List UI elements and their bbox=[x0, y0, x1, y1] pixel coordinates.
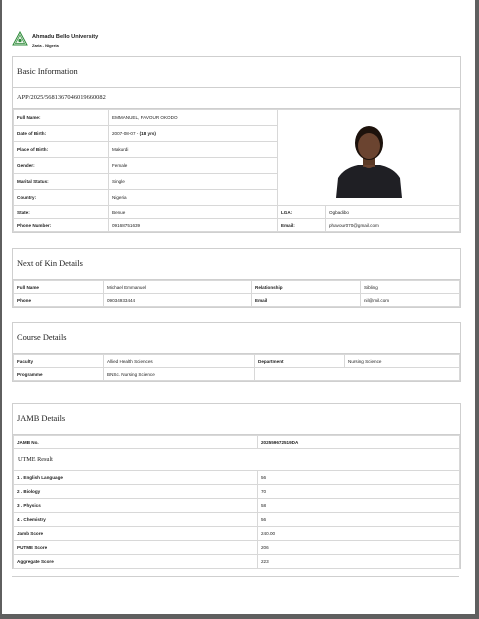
photo-cell bbox=[278, 110, 460, 206]
table-row bbox=[14, 281, 460, 294]
field-value: Sibling bbox=[361, 281, 460, 294]
score-label: PUTME Score bbox=[14, 541, 258, 555]
table-row bbox=[14, 541, 460, 555]
subject-label: 2 . Biology bbox=[14, 485, 258, 499]
university-logo-icon bbox=[12, 31, 28, 47]
section-title: Next of Kin Details bbox=[13, 249, 460, 280]
field-label: Gender: bbox=[14, 158, 109, 174]
field-label: Programme bbox=[14, 368, 104, 381]
field-label: Country: bbox=[14, 190, 109, 206]
field-value: BNSc. Nursing Science bbox=[104, 368, 255, 381]
field-value: Single bbox=[109, 174, 278, 190]
kin-table bbox=[13, 280, 460, 307]
field-label: Phone Number: bbox=[14, 219, 109, 232]
basic-info-table bbox=[13, 109, 460, 232]
field-label: Phone bbox=[14, 294, 104, 307]
table-row bbox=[14, 513, 460, 527]
table-row bbox=[14, 555, 460, 569]
subject-score: 56 bbox=[258, 471, 460, 485]
subject-score: 56 bbox=[258, 513, 460, 527]
field-value: Allied Health Sciences bbox=[104, 355, 255, 368]
field-label: Place of Birth: bbox=[14, 142, 109, 158]
table-row bbox=[14, 355, 460, 368]
field-label: State: bbox=[14, 206, 109, 219]
score-value: 206 bbox=[258, 541, 460, 555]
field-value: Female bbox=[109, 158, 278, 174]
score-value: 223 bbox=[258, 555, 460, 569]
field-value: phavour070@gmail.com bbox=[326, 219, 460, 232]
subject-score: 70 bbox=[258, 485, 460, 499]
document-page bbox=[2, 0, 475, 614]
table-row bbox=[14, 294, 460, 307]
field-label: Email bbox=[252, 294, 361, 307]
field-label: Date of Birth: bbox=[14, 126, 109, 142]
score-value: 240.00 bbox=[258, 527, 460, 541]
age-value: (18 yrs) bbox=[139, 131, 156, 136]
jamb-details-section bbox=[12, 403, 461, 569]
field-value: 202559672519DA bbox=[258, 436, 460, 449]
university-name: Ahmadu Bello University bbox=[32, 34, 99, 40]
application-number: APP/2025/568136704601966008​2 bbox=[13, 88, 460, 109]
jamb-number-table bbox=[13, 435, 460, 449]
field-value: nil@mil.com bbox=[361, 294, 460, 307]
basic-information-section bbox=[12, 56, 461, 233]
field-value: Ogbadibo bbox=[326, 206, 460, 219]
field-label: Department bbox=[255, 355, 345, 368]
table-row bbox=[14, 110, 460, 126]
table-row bbox=[14, 368, 460, 381]
field-label: Marital Status: bbox=[14, 174, 109, 190]
field-label: Faculty bbox=[14, 355, 104, 368]
subject-label: 3 . Physics bbox=[14, 499, 258, 513]
course-table bbox=[13, 354, 460, 381]
course-details-section bbox=[12, 322, 461, 382]
field-label: Email: bbox=[278, 219, 326, 232]
table-row bbox=[14, 527, 460, 541]
score-label: Jamb Score bbox=[14, 527, 258, 541]
table-row bbox=[14, 485, 460, 499]
field-value: Michael Emmanuel bbox=[104, 281, 252, 294]
score-label: Aggregate Score bbox=[14, 555, 258, 569]
divider bbox=[12, 576, 459, 577]
utme-result-heading: UTME Result bbox=[13, 449, 460, 470]
field-value: 09168751639 bbox=[109, 219, 278, 232]
next-of-kin-section bbox=[12, 248, 461, 308]
field-value: Benue bbox=[109, 206, 278, 219]
field-label: Relationship bbox=[252, 281, 361, 294]
field-value: EMMANUEL, FAVOUR OKODO bbox=[109, 110, 278, 126]
section-title: Course Details bbox=[13, 323, 460, 354]
subject-score: 58 bbox=[258, 499, 460, 513]
field-value bbox=[109, 126, 278, 142]
table-row bbox=[14, 219, 460, 232]
subject-label: 4 . Chemistry bbox=[14, 513, 258, 527]
field-value: Nursing Science bbox=[345, 355, 460, 368]
field-value: 09034933444 bbox=[104, 294, 252, 307]
university-location: Zaria - Nigeria bbox=[32, 43, 59, 48]
field-value: Makurdi bbox=[109, 142, 278, 158]
field-label: JAMB No. bbox=[14, 436, 258, 449]
field-value: Nigeria bbox=[109, 190, 278, 206]
table-row bbox=[14, 499, 460, 513]
subject-label: 1 . English Language bbox=[14, 471, 258, 485]
section-title: Basic Information bbox=[13, 57, 460, 88]
table-row bbox=[14, 436, 460, 449]
field-label: Full Name bbox=[14, 281, 104, 294]
field-label: Full Name: bbox=[14, 110, 109, 126]
dob-value: 2007-08-07 - bbox=[112, 131, 139, 136]
utme-results-table bbox=[13, 470, 460, 569]
table-row bbox=[14, 206, 460, 219]
section-title: JAMB Details bbox=[13, 404, 460, 435]
field-label: LGA: bbox=[278, 206, 326, 219]
applicant-photo bbox=[336, 118, 402, 198]
table-row bbox=[14, 471, 460, 485]
empty-cell bbox=[255, 368, 460, 381]
